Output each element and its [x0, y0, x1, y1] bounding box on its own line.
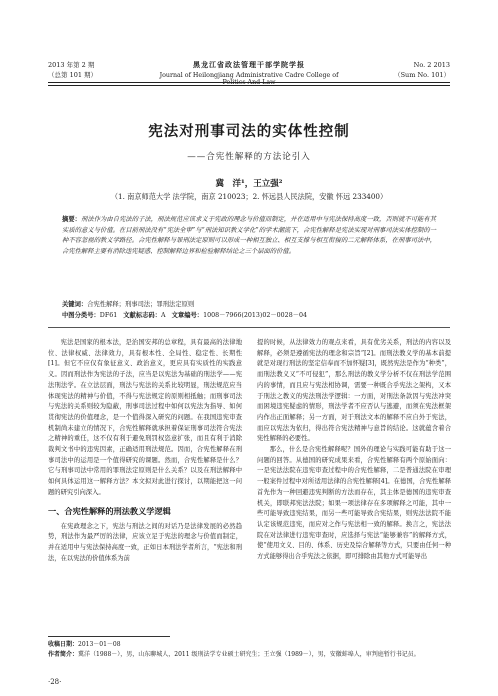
- article-id-label: 文章编号：: [171, 312, 204, 319]
- classification-line: [62, 311, 436, 322]
- author-affiliation: （1. 南京师范大学 法学院，南京 210023；2. 怀远县人民法院，安徽 怀远 233400）: [110, 192, 388, 201]
- article-title: 宪法对刑事司法的实体性控制: [148, 123, 350, 140]
- article-subtitle: ——合宪性解释的方法论引入: [187, 152, 311, 162]
- section-separator: [48, 327, 450, 328]
- received-value: 2013－01－08: [78, 641, 121, 648]
- keywords-label: 关键词：: [62, 301, 88, 308]
- section-paragraph: 在宪政理念之下，宪法与刑法之间的对话乃是法律发展的必然趋势，刑法作为最严厉的法律，应该立足于宪法的理念与价值而制定，并在适用中与宪法保持高度一致，正如日本刑法学者所言，“宪法和刑法，在以宪法的价值体系为前: [48, 522, 242, 562]
- article-authors: 冀 洋¹，王立强²: [215, 179, 283, 189]
- author-bio-label: 作者简介：: [48, 651, 79, 658]
- keywords-text: 合宪性解释；刑事司法；罪刑法定原则: [87, 301, 195, 308]
- footnote-rule: [48, 636, 170, 637]
- intro-paragraph: 宪法是国家的根本法，是治国安邦的总章程，具有最高的法律地位、法律权威、法律效力，具有根本性、全局性、稳定性、长期性[1]。但它不应仅有象征意义、政治意义，更应具有实质性的实践意义。因而刑法作为宪法的子法，应当是以宪法为基础的刑法学——宪法刑法学。在立法层面，刑法与宪法的关系比较明显，刑法规范应当体现宪法的精神与价值，不得与宪法规定的原则相抵触；而刑事司法与宪法的关系则较为隐蔽，刑事司法过程中如何以宪法为指导、如何贯彻宪法的价值理念，是一个值得深入研究的问题。在我国违宪审查机制尚未建立的情况下，合宪性解释就承担着保证刑事司法符合宪法之精神的重任，这不仅有利于避免刑罚权恣意扩张，而且有利于消除裁判文书中的违宪因素，正确适用刑法规范。因而，合宪性解释在刑事司法中的运用是一个值得研究的课题。然而，合宪性解释是什么？它与刑事司法中常用的罪刑法定原则是什么关系？以及在刑法解释中如何具体运用这一解释方法？本文拟对此进行探讨，以期能把这一问题的研究引向深入。: [48, 339, 242, 496]
- abstract-text: 刑法作为由自宪法的子法，刑法规范应该求义于宪政的理念与价值而制定，并在适用中与宪法保持高度一致，否则就不可能有其实质的意义与价值。在目前刑法没有“宪法全审”与“刑法知识教义学化”的学术潮流下，合宪性解释是宪法实现对刑事司法实体控制的一种不容忽视的教义学路径。合宪性解释与罪刑法定原则可以形成一种相互独立、相互支撑与相互衔接的二元解释体系，在刑事司法中，合宪性解释主要有消除违宪疑惑、控制解释边界和检验解释结论之三个层面的价值。: [62, 216, 437, 255]
- doc-code-value: A: [161, 312, 166, 319]
- doc-code-label: 文献标志码：: [123, 312, 162, 319]
- clc-label: 中图分类号：: [62, 312, 100, 319]
- article-id-value: 1008－7966(2013)02－0028－04: [203, 312, 308, 319]
- header-rule-thick: [48, 82, 450, 83]
- header-rule-thin: [48, 85, 450, 86]
- abstract-label: 摘要：: [62, 216, 82, 223]
- journal-name-cn: 黑龙江省政法管理干部学院学报: [193, 60, 305, 69]
- journal-header-right: [394, 60, 450, 80]
- author-bio: [48, 650, 450, 660]
- received-date: [48, 640, 450, 650]
- issue-number-en: No. 2 2013: [413, 61, 450, 69]
- section-heading: 一、合宪性解释的刑法教义学逻辑: [48, 505, 171, 516]
- issue-total-line: （总第 101 期）: [48, 71, 98, 79]
- abstract: [62, 215, 436, 257]
- received-label: 收稿日期：: [48, 641, 79, 648]
- journal-header-left: [48, 60, 97, 80]
- continued-paragraph: 提的时候，从法律效力的观点来看，具有优劣关系，刑法的内容以及解释，必须是遵循宪法的理念和宗旨”[2]。而刑法教义学的基本前提就是对现行刑法的坚定信奉而不加怀疑[3]，既然宪法是作为“种类”，而刑法教义又“不可侵犯”，那么刑法的教义学分析不仅在刑法学范围内的事情，而且应与宪法相协调，需要一种既合乎宪法之架构，又本于刑法之教义的宪法刑法学逻辑：一方面，对刑法条款因与宪法冲突而困境违宪疑虑的情形，刑法学者不应否认与逃避，而须在宪法框架内作出正面解释；另一方面，对于刑法文本的解释不应自外于宪法，而应以宪法为依归，得出符合宪法精神与意旨的结论。这就蕴含着合宪性解释的必要性。: [257, 339, 451, 443]
- body-column-left: [48, 338, 242, 564]
- author-bio-text: 冀洋（1988－），男，山东聊城人，2011 级刑法学专业硕士研究生；王立强（1989－），男，安徽蚌埠人，审判庭暂行书记员。: [78, 651, 420, 658]
- clc-value: DF61: [99, 312, 118, 319]
- body-column-right: [257, 338, 451, 563]
- definition-paragraph: 那么，什么是合宪性解释呢？国外的理论与实践可能有助于这一问题的回答。从德国的研究成果来看，合宪性解释有两个原始面向：一是宪法法院在违宪审查过程中的合宪性解释，二是普通法院在审理一般案件过程中对所适用法律的合宪性解释[4]。在德国，合宪性解释首先作为一种回避违宪判断的方法而存在，其主体是德国的违宪审查机关，即联邦宪法法院；如果一项法律存在多项解释之可能，其中一些可能导致违宪结果，而另一些可能导致合宪结果，则宪法法院不能认定该规范违宪，而应对之作与宪法相一致的解释。换言之，宪法法院在对法律进行违宪审查时，应选择与宪法“能够兼容”的解释方式，使“使用文义、目的、体系、历史及综合解释等方式，只要由任何一种方式能够得出合乎宪法之依据，即可排除由其他方式可能导出: [257, 446, 451, 561]
- keywords: [62, 300, 436, 311]
- journal-name-en: Journal of Heilongjiang Administrative Cadre College of Politics And Law: [159, 72, 339, 86]
- page-number: ·28·: [48, 678, 62, 686]
- issue-sum-en: （Sum No. 101）: [394, 71, 450, 79]
- issue-line: 2013 年第 2 期: [48, 61, 95, 69]
